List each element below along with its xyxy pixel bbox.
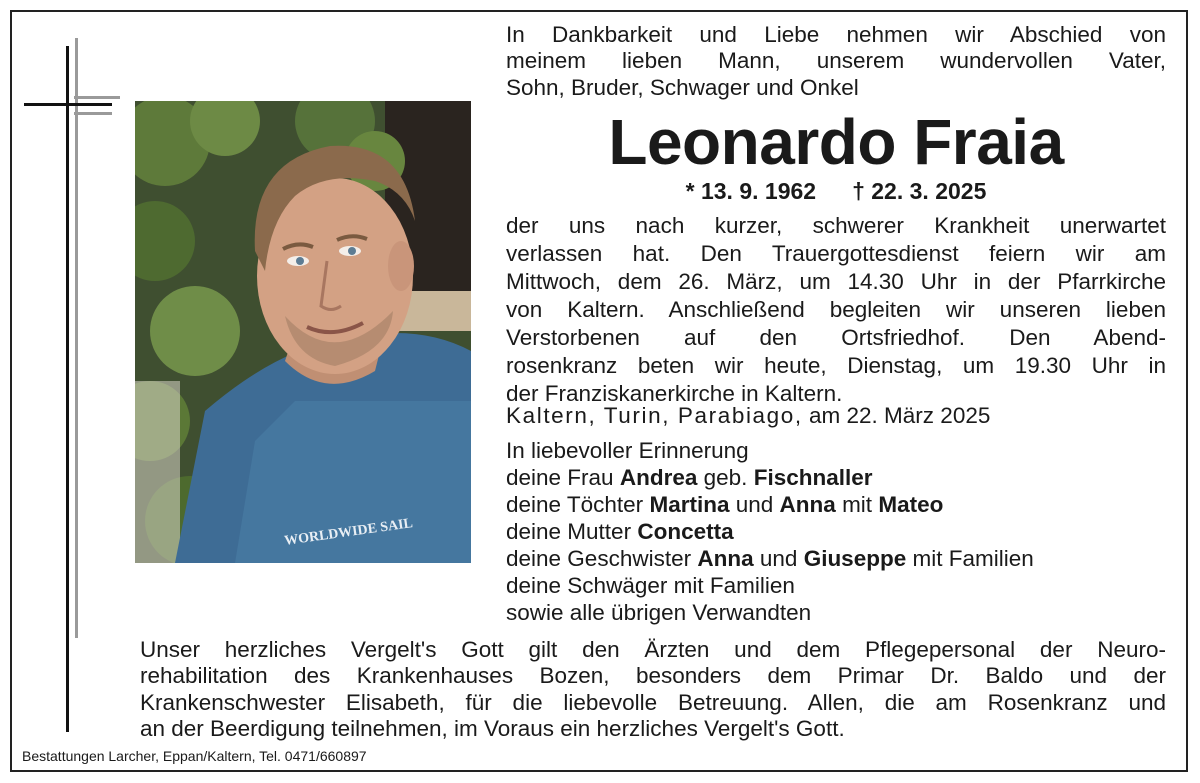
name: Anna xyxy=(779,492,836,517)
intro-text xyxy=(506,22,1166,101)
mourner-inlaws: deine Schwäger mit Familien xyxy=(506,573,795,598)
shirt-print: WORLDWIDE SAIL xyxy=(283,516,414,549)
label: und xyxy=(735,492,774,517)
announcement-line: Verstorbenen auf den Ortsfriedhof. Den Abend- xyxy=(506,325,1166,350)
cross-vertical-bar xyxy=(66,46,69,732)
label: deine Mutter xyxy=(506,519,632,544)
announcement-line: der uns nach kurzer, schwerer Krankheit unerwartet xyxy=(506,213,1166,238)
name: Martina xyxy=(649,492,730,517)
name: Anna xyxy=(697,546,754,571)
label: deine Geschwister xyxy=(506,546,692,571)
mourner-others: sowie alle übrigen Verwandten xyxy=(506,600,812,625)
announcement-line: Mittwoch, dem 26. März, um 14.30 Uhr in der Pfarrkirche xyxy=(506,269,1166,294)
deceased-name: Leonardo Fraia xyxy=(608,106,1064,178)
mourners-list xyxy=(506,437,1166,626)
mourner-wife xyxy=(506,464,1166,491)
label: geb. xyxy=(703,465,748,490)
place-date xyxy=(506,401,1166,431)
announcement-line: der Franziskanerkirche in Kaltern. xyxy=(506,381,843,406)
name: Fischnaller xyxy=(753,465,873,490)
mourner-daughters xyxy=(506,491,1166,518)
name: Mateo xyxy=(878,492,944,517)
name: Andrea xyxy=(619,465,698,490)
label: deine Frau xyxy=(506,465,614,490)
thanks-line: rehabilitation des Krankenhauses Bozen, besonders dem Primar Dr. Baldo und der xyxy=(140,663,1166,689)
thanks-line: Unser herzliches Vergelt's Gott gilt den Ärzten und dem Pflegepersonal der Neuro- xyxy=(140,637,1166,662)
intro-line: Sohn, Bruder, Schwager und Onkel xyxy=(506,74,859,100)
label: und xyxy=(759,546,798,571)
intro-line: In Dankbarkeit und Liebe nehmen wir Abschied von xyxy=(506,22,1166,47)
funeral-home-credit: Bestattungen Larcher, Eppan/Kaltern, Tel. 0471/660897 xyxy=(22,748,367,764)
cross-shadow-horizontal-lower xyxy=(74,112,112,115)
intro-line: meinem lieben Mann, unserem wundervollen Vater, xyxy=(506,48,1166,74)
death-date: † 22. 3. 2025 xyxy=(852,178,987,204)
announcement-text xyxy=(506,212,1166,408)
date: am 22. März 2025 xyxy=(809,403,991,428)
name: Concetta xyxy=(637,519,734,544)
announcement-line: von Kaltern. Anschließend begleiten wir unseren lieben xyxy=(506,297,1166,322)
cross-shadow-horizontal xyxy=(74,96,120,99)
portrait-photo xyxy=(135,101,471,563)
name: Giuseppe xyxy=(803,546,907,571)
places: Kaltern, Turin, Parabiago, xyxy=(506,403,803,428)
mourner-siblings xyxy=(506,545,1166,572)
announcement-line: verlassen hat. Den Trauergottesdienst feiern wir am xyxy=(506,241,1166,266)
label: deine Töchter xyxy=(506,492,644,517)
thanks-line: Krankenschwester Elisabeth, für die liebevolle Betreuung. Allen, die am Rosenkranz und xyxy=(140,689,1166,715)
mourners-intro: In liebevoller Erinnerung xyxy=(506,438,749,463)
life-dates xyxy=(506,177,1166,205)
cross-shadow-vertical xyxy=(75,38,78,638)
cross-horizontal-bar xyxy=(24,103,112,106)
label: mit xyxy=(842,492,873,517)
thanks-text xyxy=(140,637,1166,743)
thanks-line: an der Beerdigung teilnehmen, im Voraus ein herzliches Vergelt's Gott. xyxy=(140,716,845,742)
birth-date: * 13. 9. 1962 xyxy=(685,178,817,204)
mourner-mother xyxy=(506,518,1166,545)
label: mit Familien xyxy=(912,546,1034,571)
announcement-line: rosenkranz beten wir heute, Dienstag, um 19.30 Uhr in xyxy=(506,353,1166,378)
